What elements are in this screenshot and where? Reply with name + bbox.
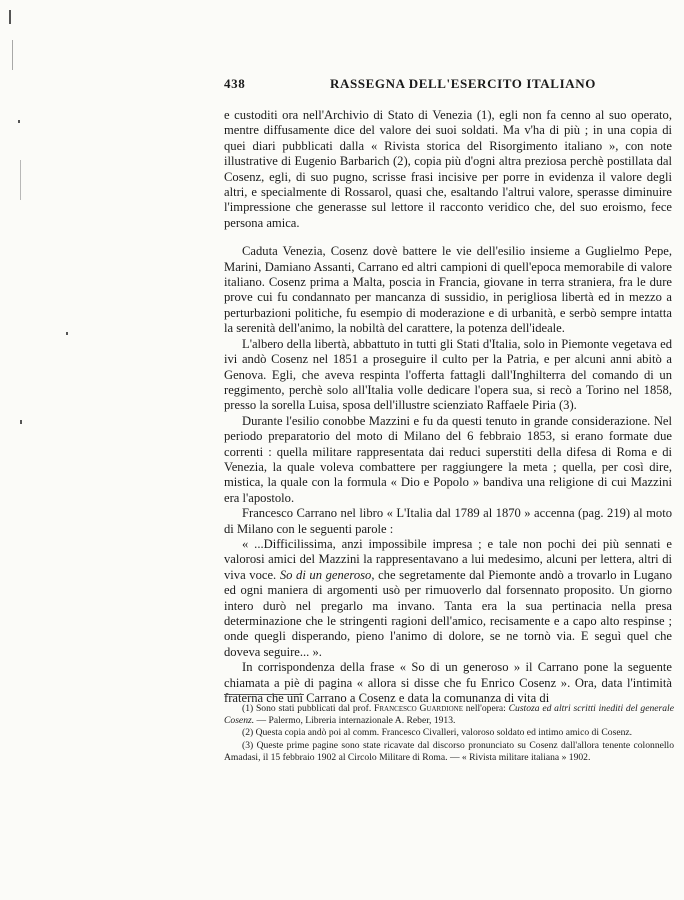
main-text	[224, 108, 672, 706]
margin-mark	[9, 10, 11, 24]
page-number: 438	[224, 76, 246, 91]
footnote-3: (3) Queste prime pagine sono state ricavate dal discorso pronunciato su Cosenz dall'allora tenente colonnello Amadasi, il 15 febbraio 1902 al Circolo Militare di Roma. — « Rivista militare italiana » 1902.	[224, 739, 674, 763]
footnote-1: (1) Sono stati pubblicati dal prof. Francesco Guardione nell'opera: Custoza ed altri scritti inediti del generale Cosenz. — Palermo, Libreria internazionale A. Reber, 1913.	[224, 703, 674, 727]
quotation-paragraph	[224, 537, 672, 660]
quote-text: , che segretamente dal Piemonte andò a trovarlo in Lugano ed ogni maniera di argomenti usò per rimuoverlo dal forsennato proposito. Un giorno intero durò nel pregarlo ma invano. Tanta era la sua pertinacia nella presa determinazione che le stringenti ragioni dell'amico, recisamente e a capo alto respinse ; onde quegli disperando, pieno l'animo di dolore, se ne tornò via. E seguì quel che doveva seguire... ».	[224, 567, 672, 659]
quote-text: « ...Difficilissima, anzi impossibile impresa ; e tale non pochi dei più sennati e valorosi amici del Mazzini la rappresentavano a lui medesimo, alcuni per lettera, altri di viva voce.	[224, 536, 672, 582]
paragraph: Durante l'esilio conobbe Mazzini e fu da questi tenuto in grande considerazione. Nel periodo preparatorio del moto di Milano del 6 febbraio 1853, si erano formate due correnti : quella militare rappresentata dai reduci superstiti della difesa di Roma e di Venezia, la quale voleva combattere per raggiungere la meta ; quella, per così dire, mistica, la quale con la formula « Dio e Popolo » bandiva una religione di cui Mazzini era l'apostolo.	[224, 413, 672, 505]
footnote-2: (2) Questa copia andò poi al comm. Francesco Civalleri, valoroso soldato ed intimo amico di Cosenz.	[242, 727, 633, 739]
footnote-rule	[224, 694, 304, 695]
margin-mark	[66, 332, 68, 335]
paragraph: e custoditi ora nell'Archivio di Stato di Venezia (1), egli non fa cenno al suo operato, mentre diffusamente dice del valore dei suoi soldati. Ma v'ha di più ; in una copia di quei diari pubblicati dalla « Rivista storica del Risorgimento italiano », con note illustrative di Eugenio Barbarich (2), copia più d'ogni altra preziosa perchè postillata dal Cosenz, egli, di suo pugno, scrisse frasi incisive per porre in evidenza il valore degli altri, e specialmente di Rossarol, quasi che, esaltando l'altrui valore, sperasse diminuire l'impressione che generasse sul lettore il racconto veridico che, del suo eroismo, fece persona amica.	[224, 108, 672, 230]
work-title: Custoza ed altri scritti inediti del generale Cosenz.	[224, 703, 674, 727]
paragraph: In corrispondenza della frase « So di un generoso » il Carrano pone la seguente chiamata a piè di pagina « allora si disse che fu Enrico Cosenz ». Ora, data l'intimità fraterna che unì Carrano a Cosenz e data la comunanza di vita di	[224, 660, 672, 706]
paragraph: Francesco Carrano nel libro « L'Italia dal 1789 al 1870 » accenna (pag. 219) al moto di Milano con le seguenti parole :	[224, 506, 672, 536]
paragraph: Caduta Venezia, Cosenz dovè battere le vie dell'esilio insieme a Guglielmo Pepe, Marini, Damiano Assanti, Carrano ed altri campioni di quell'epoca memorabile di valore italiano. Cosenz prima a Malta, poscia in Francia, giovane in terra straniera, fra le dure prove cui fu condannato per mancanza di sussidio, in perigliosa libertà ed in mezzo a perturbazioni politiche, fu esempio di moderazione e di urbanità, e serbò sempre intatta la serenità dell'animo, la nobiltà del carattere, la potenza dell'ideale.	[224, 244, 672, 336]
running-title: RASSEGNA DELL'ESERCITO ITALIANO	[330, 76, 596, 91]
footnotes	[224, 694, 674, 764]
margin-mark	[20, 160, 21, 200]
margin-mark	[18, 120, 20, 123]
author-name: Francesco Guardione	[374, 703, 463, 714]
margin-mark	[20, 420, 22, 424]
paragraph: L'albero della libertà, abbattuto in tutti gli Stati d'Italia, solo in Piemonte vegetava ed ivi andò Cosenz nel 1851 a proseguire il culto per la Patria, e per alcuni anni abitò a Genova. Egli, che aveva respinta l'offerta fattagli dall'Inghilterra del comando di un reggimento, perchè solo all'Italia volle dedicare l'opera sua, si recò a Torino nel 1858, presso la sorella Luisa, sposa dell'illustre scienziato Raffaele Piria (3).	[224, 336, 672, 413]
margin-mark	[12, 40, 13, 70]
quote-italic: So di un generoso	[279, 567, 372, 582]
